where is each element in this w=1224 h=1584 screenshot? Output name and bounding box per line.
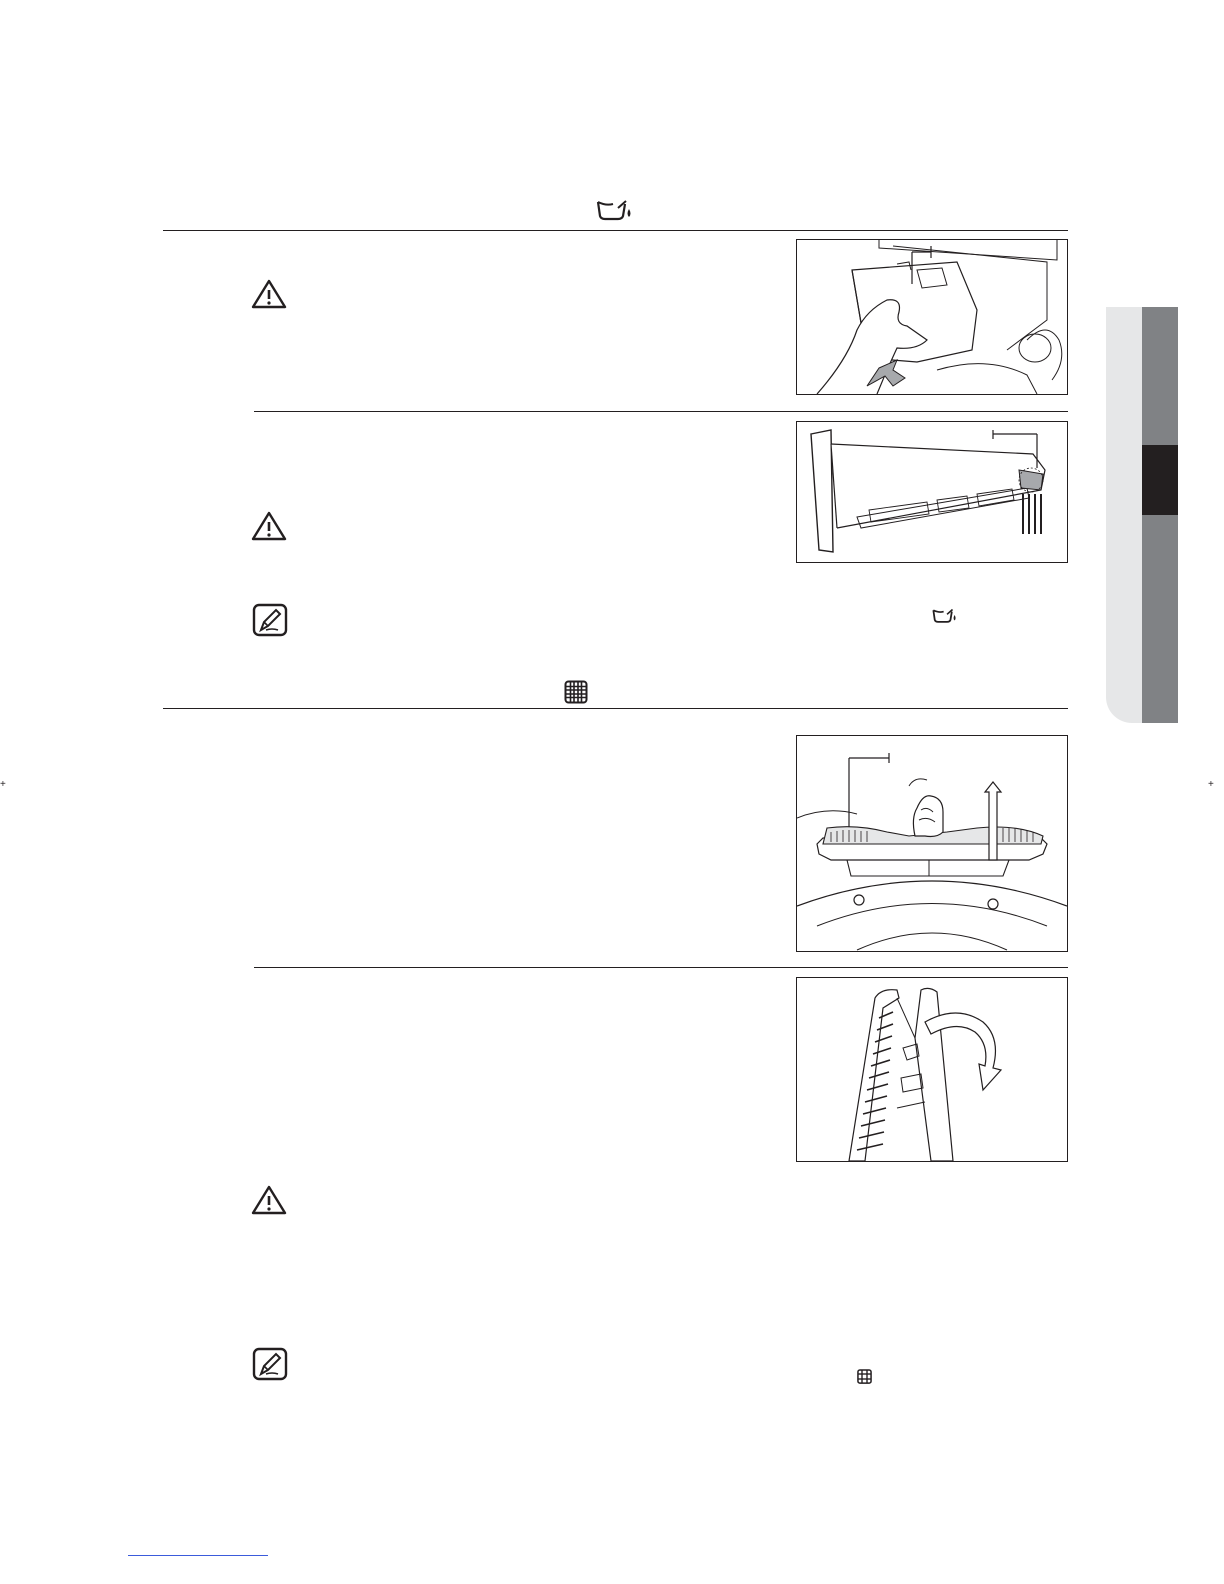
figure-filter-removal xyxy=(796,735,1068,952)
footer-underline xyxy=(128,1555,268,1556)
detergent-dispenser-icon xyxy=(596,196,634,222)
registration-mark-right: + xyxy=(1208,779,1214,790)
chapter-tab-gray xyxy=(1142,307,1178,723)
detergent-dispenser-icon xyxy=(932,606,958,624)
note-pencil-icon xyxy=(252,603,288,637)
step-divider xyxy=(254,411,1068,412)
figure-dispenser-removal xyxy=(796,239,1068,395)
warning-triangle-icon xyxy=(250,278,288,310)
warning-triangle-icon xyxy=(250,510,288,542)
figure-filter-open xyxy=(796,977,1068,1162)
filter-icon xyxy=(564,680,588,704)
chapter-tab-active xyxy=(1142,445,1178,515)
figure-dispenser-drawer xyxy=(796,421,1068,563)
registration-mark-left: + xyxy=(0,779,6,790)
step-divider xyxy=(254,967,1068,968)
warning-triangle-icon xyxy=(250,1184,288,1216)
chapter-tabs xyxy=(1106,307,1178,723)
filter-icon xyxy=(857,1369,872,1384)
note-pencil-icon xyxy=(252,1347,288,1381)
chapter-tab-light xyxy=(1106,307,1142,723)
section-rule-filter xyxy=(163,708,1068,709)
section-rule-detergent xyxy=(163,230,1068,231)
